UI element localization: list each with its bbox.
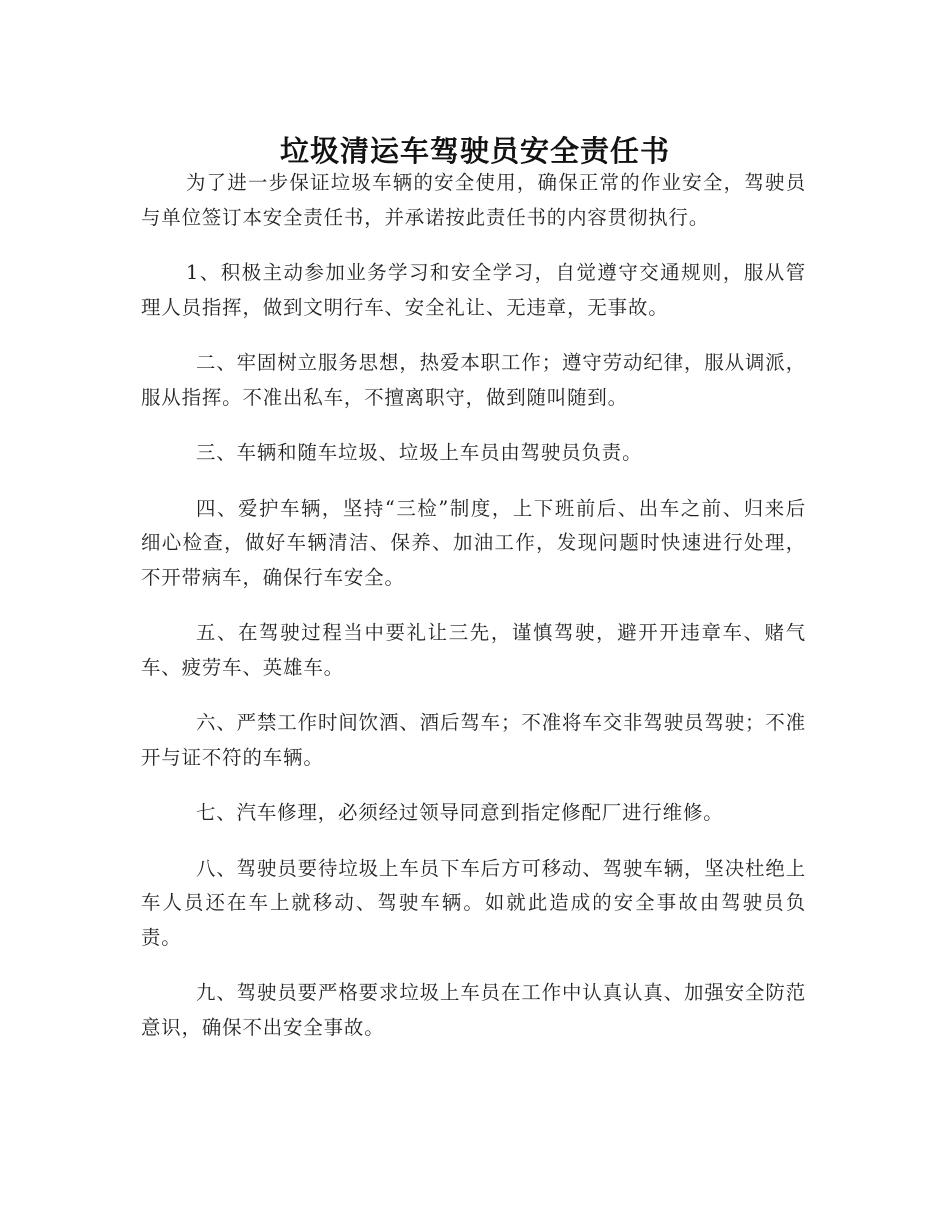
clause-1-paragraph: 1、积极主动参加业务学习和安全学习，自觉遵守交通规则，服从管理人员指挥，做到文明行车、安全礼让、无违章，无事故。 bbox=[141, 261, 806, 319]
clause-2-paragraph: 二、牢固树立服务思想，热爱本职工作；遵守劳动纪律，服从调派，服从指挥。不准出私车，不擅离职守，做到随叫随到。 bbox=[141, 351, 806, 409]
clause-7-paragraph: 七、汽车修理，必须经过领导同意到指定修配厂进行维修。 bbox=[196, 801, 724, 824]
clause-5-paragraph: 五、在驾驶过程当中要礼让三先，谨慎驾驶，避开开违章车、赌气车、疲劳车、英雄车。 bbox=[141, 621, 806, 679]
intro-paragraph: 为了进一步保证垃圾车辆的安全使用，确保正常的作业安全，驾驶员与单位签订本安全责任书，并承诺按此责任书的内容贯彻执行。 bbox=[141, 171, 806, 229]
document-body bbox=[141, 166, 806, 1066]
document-title: 垃圾清运车驾驶员安全责任书 bbox=[279, 134, 670, 169]
clause-4-paragraph: 四、爱护车辆，坚持“三检”制度，上下班前后、出车之前、归来后细心检查，做好车辆清洁、保养、加油工作，发现问题时快速进行处理，不开带病车，确保行车安全。 bbox=[141, 496, 806, 589]
clause-8-paragraph: 八、驾驶员要待垃圾上车员下车后方可移动、驾驶车辆，坚决杜绝上车人员还在车上就移动、驾驶车辆。如就此造成的安全事故由驾驶员负责。 bbox=[141, 856, 806, 949]
clause-9-paragraph: 九、驾驶员要严格要求垃圾上车员在工作中认真认真、加强安全防范意识，确保不出安全事故。 bbox=[141, 981, 806, 1039]
clause-6-paragraph: 六、严禁工作时间饮酒、酒后驾车；不准将车交非驾驶员驾驶；不准开与证不符的车辆。 bbox=[141, 711, 806, 769]
clause-3-paragraph: 三、车辆和随车垃圾、垃圾上车员由驾驶员负责。 bbox=[196, 441, 643, 464]
